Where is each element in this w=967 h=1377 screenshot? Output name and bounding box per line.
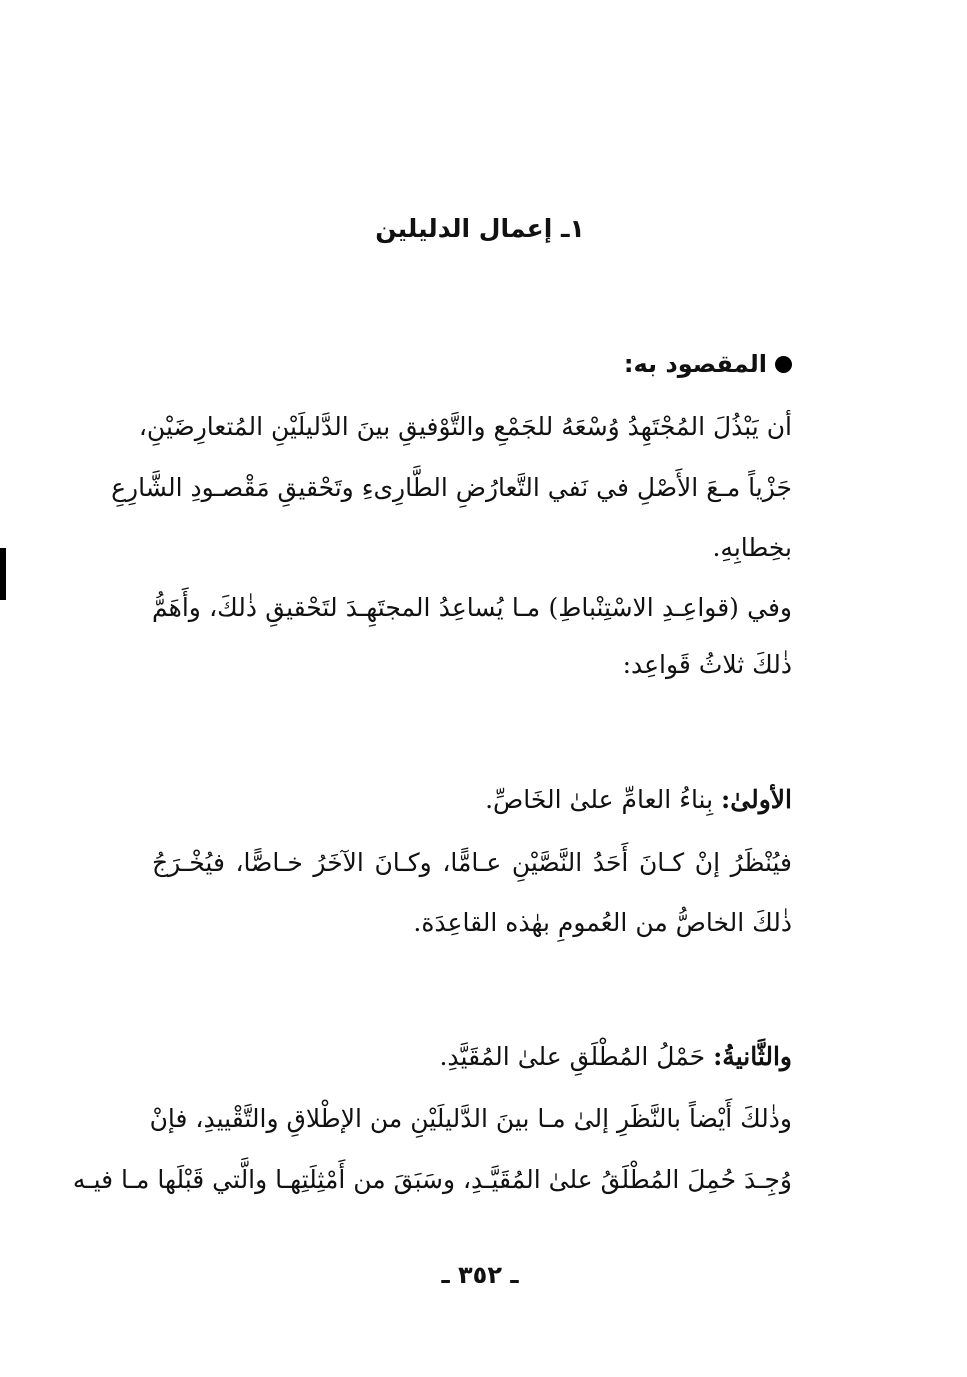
rule-2-label: والثَّانيةُ:	[713, 1042, 792, 1071]
rule-2-line-1: وذٰلكَ أَيْضاً بالنَّظَرِ إلىٰ مـا بينَ الدَّليلَيْنِ من الإطْلاقِ والتَّقْييدِ، فإنْ	[149, 1104, 792, 1133]
rule-2-title: حَمْلُ المُطْلَقِ علىٰ المُقَيَّدِ.	[439, 1042, 706, 1071]
rule-1-line-1: فيُنْظَرُ إنْ كـانَ أَحَدُ النَّصَّيْنِ عـامًّا، وكـانَ الآخَرُ خـاصًّا، فيُخْـرَجُ	[152, 848, 792, 877]
subheading	[624, 340, 792, 388]
intro-line-3: بخِطابِهِ.	[712, 533, 792, 562]
thumb-index-mark	[0, 548, 6, 600]
subheading-text: المقصود به:	[623, 350, 767, 378]
rules-intro-line-1: وفي (قواعِـدِ الاسْتِنْباطِ) مـا يُساعِدُ المجتَهِـدَ لتَحْقيقِ ذٰلكَ، وأَهَمُّ	[152, 593, 792, 622]
rule-1-label: الأولىٰ:	[721, 785, 792, 814]
rule-2-line-2: وُجِـدَ حُمِلَ المُطْلَقُ علىٰ المُقَيَّـدِ، وسَبَقَ من أَمْثِلَتِهـا والَّتي قَبْلَها مـا فيـه	[72, 1165, 792, 1194]
rule-2-heading	[152, 1032, 792, 1082]
intro-line-1: أن يَبْذُلَ المُجْتَهِدُ وُسْعَهُ للجَمْعِ والتَّوْفيقِ بينَ الدَّليلَيْنِ المُتعارِضَيْنِ،	[138, 412, 792, 441]
rule-1-line-2: ذٰلكَ الخاصُّ من العُمومِ بهٰذه القاعِدَة.	[413, 908, 792, 937]
bullet-icon	[775, 356, 792, 373]
rules-intro-line-2: ذٰلكَ ثلاثُ قَواعِد:	[622, 650, 792, 679]
page-number: ـ ٣٥٢ ـ	[441, 1261, 519, 1289]
rule-1-heading	[152, 775, 792, 825]
section-title: ١ـ إعمال الدليلين	[375, 214, 585, 243]
intro-line-2: جَزْياً مـعَ الأَصْلِ في نَفي التَّعارُضِ الطَّارِىءِ وتَحْقيقِ مَقْصـودِ الشَّارِعِ	[111, 473, 792, 502]
rule-1-title: بِناءُ العامِّ علىٰ الخَاصِّ.	[485, 785, 714, 814]
